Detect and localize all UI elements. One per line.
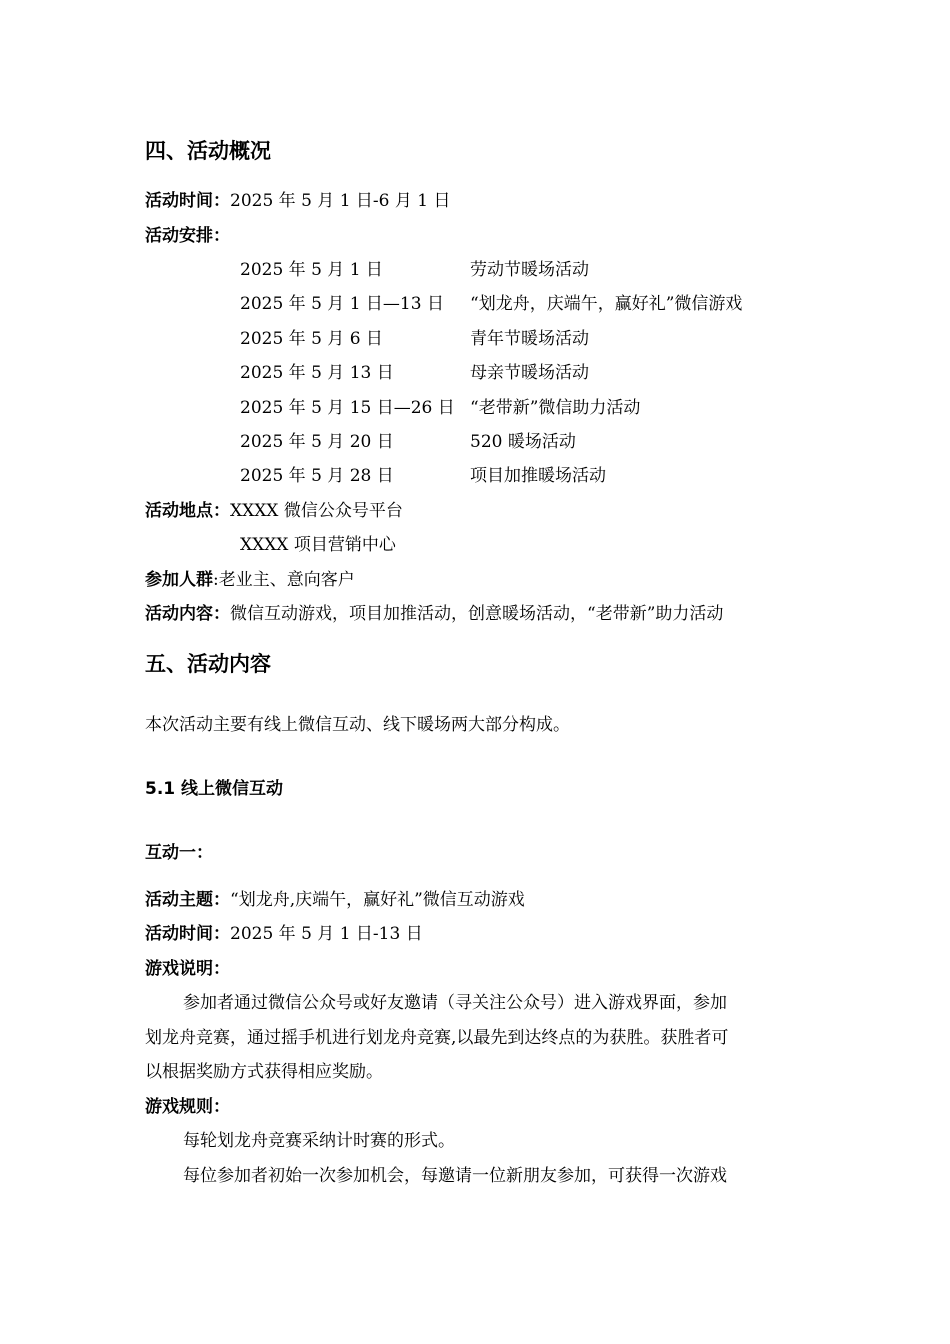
- location-label: 活动地点：: [145, 501, 230, 521]
- section5-heading: 五、活动内容: [145, 652, 271, 676]
- activity-time-line: [145, 189, 451, 213]
- schedule-event: 项目加推暖场活动: [470, 466, 606, 486]
- schedule-date: 2025 年 5 月 1 日: [240, 260, 383, 280]
- content-value: 微信互动游戏，项目加推活动，创意暖场活动，“老带新”助力活动: [230, 604, 724, 624]
- activity-time-value: 2025 年 5 月 1 日-6 月 1 日: [230, 191, 451, 211]
- game-desc-line: 划龙舟竞赛，通过摇手机进行划龙舟竞赛,以最先到达终点的为获胜。获胜者可: [145, 1028, 729, 1048]
- schedule-date: 2025 年 5 月 1 日—13 日: [240, 294, 444, 314]
- location-line: [145, 499, 403, 523]
- interaction-time-label: 活动时间：: [145, 924, 230, 944]
- interaction-title: 互动一：: [145, 843, 213, 863]
- section4-heading: 四、活动概况: [145, 139, 271, 163]
- audience-value: :老业主、意向客户: [213, 570, 355, 590]
- schedule-event: 青年节暖场活动: [470, 329, 589, 349]
- game-desc-label: 游戏说明：: [145, 959, 230, 979]
- location-value-2: XXXX 项目营销中心: [240, 535, 396, 555]
- game-desc-line: 参加者通过微信公众号或好友邀请（寻关注公众号）进入游戏界面，参加: [183, 993, 727, 1013]
- theme-label: 活动主题：: [145, 890, 230, 910]
- audience-label: 参加人群: [145, 570, 213, 590]
- schedule-date: 2025 年 5 月 20 日: [240, 432, 394, 452]
- schedule-date: 2025 年 5 月 13 日: [240, 363, 394, 383]
- activity-time-label: 活动时间：: [145, 191, 230, 211]
- rules-label: 游戏规则：: [145, 1097, 230, 1117]
- schedule-date: 2025 年 5 月 6 日: [240, 329, 383, 349]
- theme-line: [145, 888, 525, 912]
- rules-line: 每轮划龙舟竞赛采纳计时赛的形式。: [183, 1131, 455, 1151]
- interaction-time-value: 2025 年 5 月 1 日-13 日: [230, 924, 423, 944]
- audience-line: [145, 568, 355, 592]
- interaction-time-line: [145, 922, 423, 946]
- location-value-1: XXXX 微信公众号平台: [230, 501, 403, 521]
- schedule-event: 母亲节暖场活动: [470, 363, 589, 383]
- content-label: 活动内容：: [145, 604, 230, 624]
- schedule-date: 2025 年 5 月 15 日—26 日: [240, 398, 455, 418]
- schedule-event: 520 暖场活动: [470, 432, 576, 452]
- theme-value: “划龙舟,庆端午，赢好礼”微信互动游戏: [230, 890, 525, 910]
- schedule-event: “老带新”微信助力活动: [470, 398, 641, 418]
- schedule-event: 劳动节暖场活动: [470, 260, 589, 280]
- schedule-date: 2025 年 5 月 28 日: [240, 466, 394, 486]
- content-line: [145, 602, 723, 626]
- game-desc-line: 以根据奖励方式获得相应奖励。: [145, 1062, 383, 1082]
- subsection-heading: 5.1 线上微信互动: [145, 779, 284, 799]
- rules-line: 每位参加者初始一次参加机会，每邀请一位新朋友参加，可获得一次游戏: [183, 1166, 727, 1186]
- section5-intro: 本次活动主要有线上微信互动、线下暖场两大部分构成。: [145, 715, 570, 735]
- schedule-event: “划龙舟，庆端午，赢好礼”微信游戏: [470, 294, 743, 314]
- schedule-label: 活动安排：: [145, 226, 230, 246]
